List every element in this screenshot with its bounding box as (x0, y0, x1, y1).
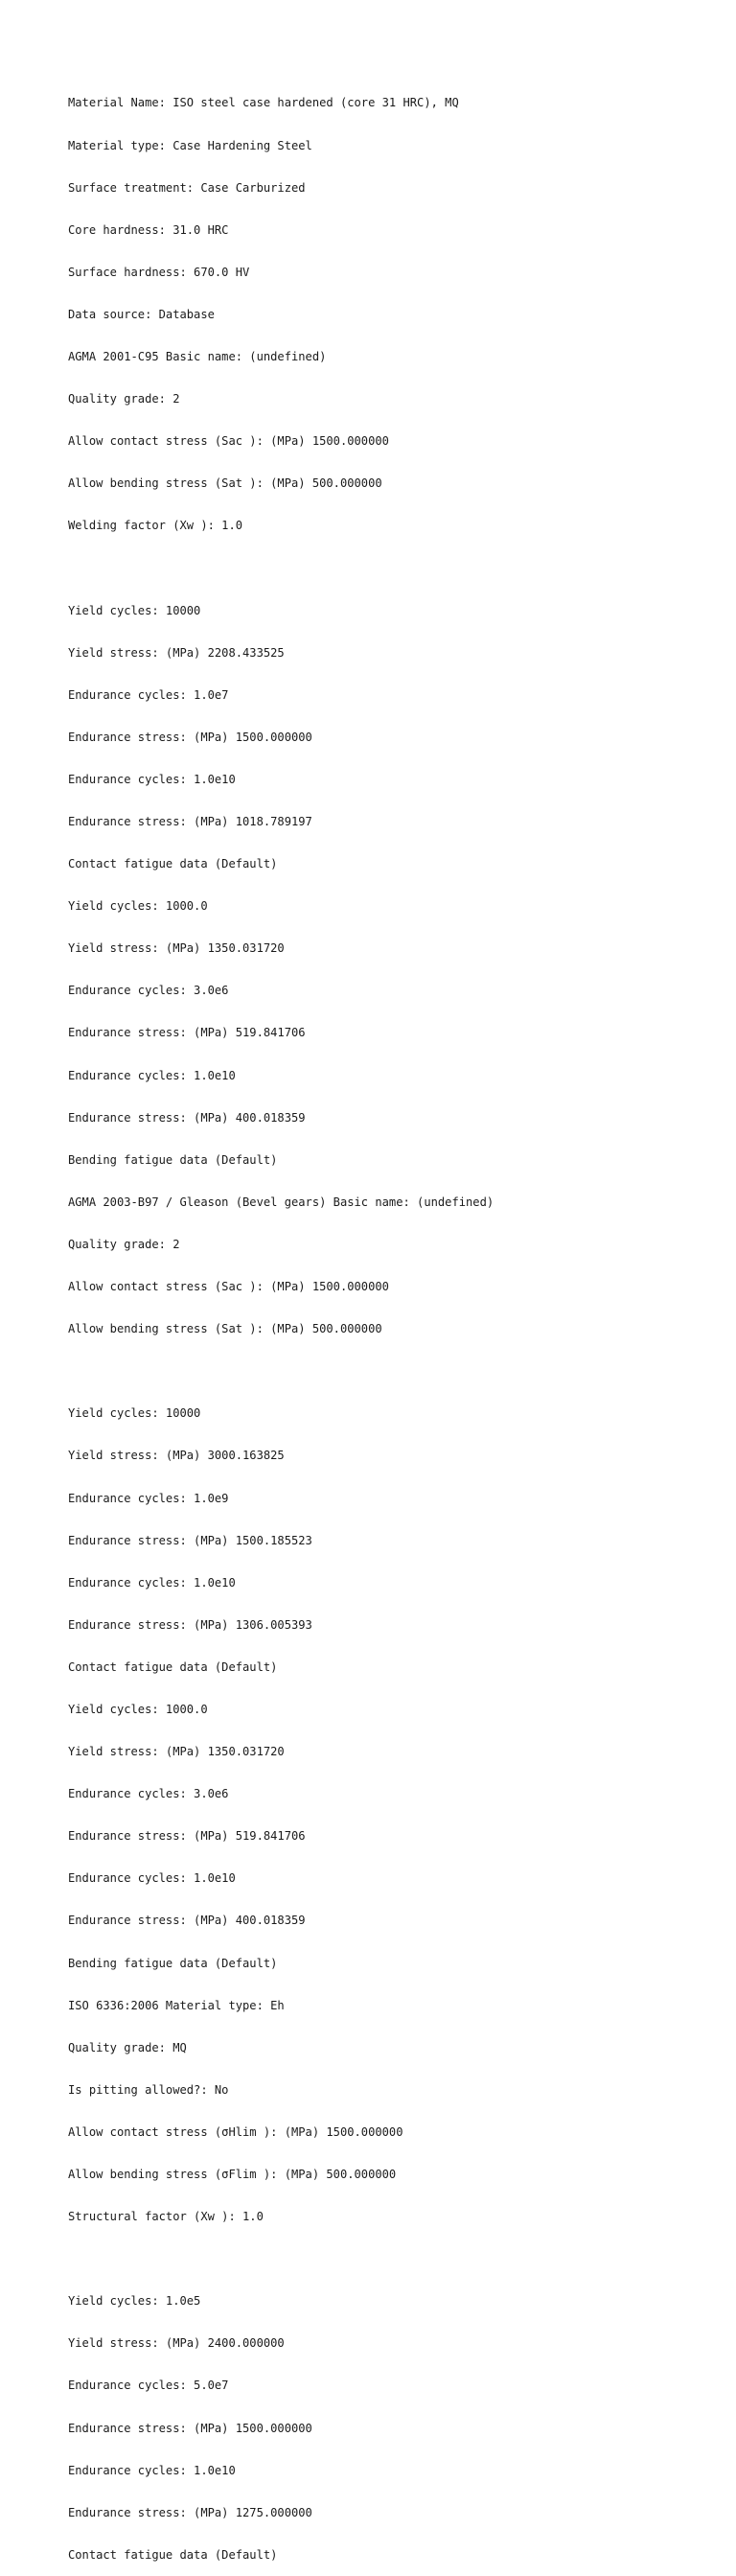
text-line: Allow contact stress (Sac ): (MPa) 1500.000000 (68, 1280, 389, 1294)
text-line: Contact fatigue data (Default) (68, 1659, 278, 1674)
text-line: ISO 6336:2006 Material type: Eh (68, 1998, 285, 2012)
text-line: Bending fatigue data (Default) (68, 1956, 278, 1970)
text-line: Surface treatment: Case Carburized (68, 180, 306, 195)
text-line: Endurance stress: (MPa) 1018.789197 (68, 815, 312, 828)
text-line: Endurance stress: (MPa) 1275.000000 (68, 2505, 312, 2519)
text-line: Allow bending stress (σFlim ): (MPa) 500.000000 (68, 2168, 397, 2181)
text-line: AGMA 2003-B97 / Gleason (Bevel gears) Basic name: (undefined) (68, 1195, 494, 1209)
blank-line (68, 2252, 720, 2266)
text-line: Endurance cycles: 1.0e9 (68, 1491, 229, 1505)
text-line: Endurance stress: (MPa) 1500.000000 (68, 2421, 312, 2435)
text-line: Endurance cycles: 1.0e10 (68, 1575, 236, 1590)
text-line: Endurance cycles: 1.0e10 (68, 2463, 236, 2477)
text-line: Allow bending stress (Sat ): (MPa) 500.000000 (68, 1322, 382, 1336)
text-line: Endurance stress: (MPa) 400.018359 (68, 1914, 306, 1928)
text-line: Yield stress: (MPa) 3000.163825 (68, 1449, 285, 1463)
text-line: Endurance stress: (MPa) 400.018359 (68, 1110, 306, 1125)
text-line: AGMA 2001-C95 Basic name: (undefined) (68, 349, 327, 363)
text-line: Allow bending stress (Sat ): (MPa) 500.000000 (68, 476, 382, 491)
text-line: Yield cycles: 10000 (68, 603, 201, 617)
text-line: Quality grade: MQ (68, 2040, 187, 2054)
text-line: Endurance stress: (MPa) 519.841706 (68, 1026, 306, 1040)
blank-line (68, 1364, 720, 1379)
text-line: Endurance cycles: 1.0e10 (68, 1068, 236, 1082)
text-line: Yield stress: (MPa) 1350.031720 (68, 1745, 285, 1759)
blank-line (68, 561, 720, 575)
text-line: Yield cycles: 1000.0 (68, 899, 208, 914)
text-line: Quality grade: 2 (68, 392, 180, 406)
text-line: Welding factor (Xw ): 1.0 (68, 519, 243, 533)
text-line: Endurance cycles: 1.0e7 (68, 687, 229, 702)
text-line: Yield cycles: 1.0e5 (68, 2294, 201, 2309)
text-line: Endurance stress: (MPa) 1306.005393 (68, 1617, 312, 1632)
material-report (68, 68, 720, 2576)
text-line: Quality grade: 2 (68, 1237, 180, 1251)
text-line: Bending fatigue data (Default) (68, 1152, 278, 1167)
text-line: Data source: Database (68, 307, 215, 321)
text-line: Endurance cycles: 1.0e10 (68, 1871, 236, 1886)
text-line: Allow contact stress (σHlim ): (MPa) 1500.000000 (68, 2124, 403, 2139)
text-line: Structural factor (Xw ): 1.0 (68, 2210, 264, 2224)
text-line: Endurance cycles: 3.0e6 (68, 1787, 229, 1801)
text-line: Endurance stress: (MPa) 519.841706 (68, 1829, 306, 1844)
text-line: Material type: Case Hardening Steel (68, 138, 312, 152)
text-line: Yield cycles: 1000.0 (68, 1702, 208, 1716)
text-line: Yield stress: (MPa) 1350.031720 (68, 941, 285, 956)
text-line: Endurance cycles: 5.0e7 (68, 2379, 229, 2393)
text-line: Material Name: ISO steel case hardened (core 31 HRC), MQ (68, 96, 459, 110)
text-line: Allow contact stress (Sac ): (MPa) 1500.000000 (68, 434, 389, 449)
text-line: Contact fatigue data (Default) (68, 857, 278, 871)
text-line: Core hardness: 31.0 HRC (68, 222, 229, 237)
text-line: Endurance stress: (MPa) 1500.000000 (68, 730, 312, 744)
text-line: Surface hardness: 670.0 HV (68, 265, 250, 279)
text-line: Endurance cycles: 3.0e6 (68, 984, 229, 998)
text-line: Is pitting allowed?: No (68, 2082, 229, 2097)
text-line: Yield cycles: 10000 (68, 1406, 201, 1421)
text-line: Endurance stress: (MPa) 1500.185523 (68, 1533, 312, 1547)
text-line: Endurance cycles: 1.0e10 (68, 772, 236, 786)
text-line: Contact fatigue data (Default) (68, 2547, 278, 2562)
text-line: Yield stress: (MPa) 2208.433525 (68, 645, 285, 660)
text-line: Yield stress: (MPa) 2400.000000 (68, 2336, 285, 2351)
